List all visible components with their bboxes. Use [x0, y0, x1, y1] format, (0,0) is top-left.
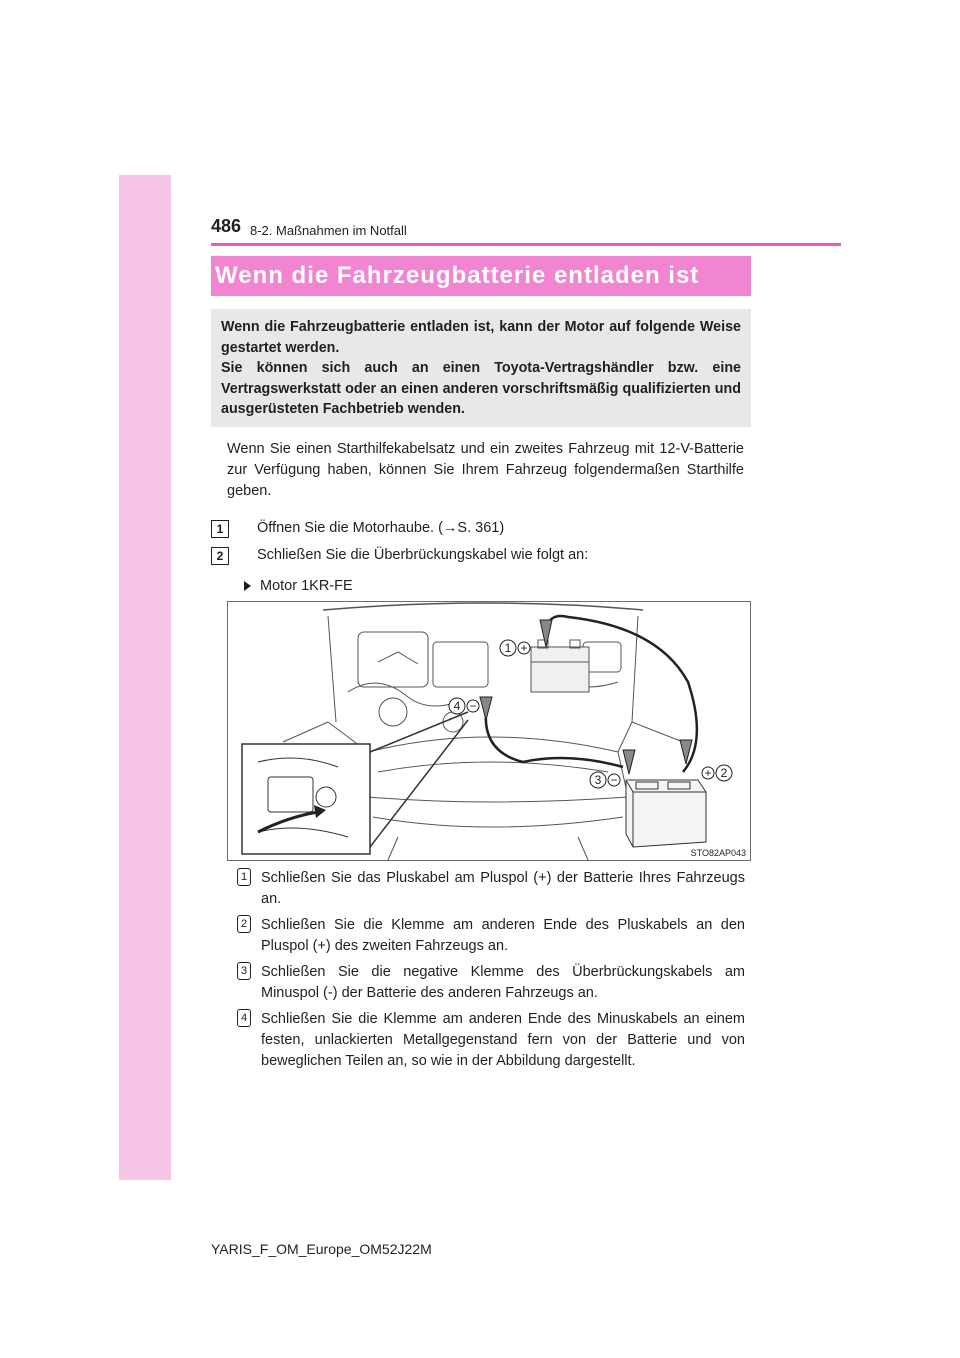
section-title: 8-2. Maßnahmen im Notfall	[250, 223, 407, 238]
figure-code: STO82AP043	[690, 848, 746, 858]
item-text: Schließen Sie das Pluskabel am Pluspol (+) der Batterie Ihres Fahrzeugs an.	[261, 870, 745, 907]
title-bar	[211, 256, 751, 296]
step-number: 2	[211, 547, 229, 565]
header-rule	[211, 243, 841, 246]
body-paragraph: Wenn Sie einen Starthilfekabelsatz und ein zweites Fahrzeug mit 12-V-Batterie zur Verfügung haben, können Sie Ihrem Fahrzeug folgendermaßen Starthilfe geben.	[227, 441, 744, 499]
item-number: 4	[237, 1009, 251, 1027]
item-text: Schließen Sie die Klemme am anderen Ende des Pluskabels an den Pluspol (+) des zweiten Fahrzeugs an.	[261, 917, 745, 954]
jump-start-illustration	[227, 601, 751, 861]
page-title: Wenn die Fahrzeugbatterie entladen ist	[215, 262, 700, 289]
step-number: 1	[211, 520, 229, 538]
minus-symbol-4: −	[469, 699, 477, 713]
step-text: Öffnen Sie die Motorhaube. (→S. 361)	[257, 520, 505, 536]
callout-1: 1	[504, 641, 512, 655]
item-number: 3	[237, 962, 251, 980]
list-item	[237, 868, 745, 910]
list-item	[237, 1009, 745, 1072]
side-band	[119, 175, 171, 1180]
list-item	[237, 915, 745, 957]
item-number: 1	[237, 868, 251, 886]
plus-symbol-2: +	[704, 766, 712, 780]
intro-line-1: Wenn die Fahrzeugbatterie entladen ist, kann der Motor auf folgende Weise gestartet werden.	[221, 319, 741, 356]
list-item	[237, 962, 745, 1004]
intro-box	[211, 309, 751, 427]
intro-line-2: Sie können sich auch an einen Toyota-Vertragshändler bzw. eine Vertragswerkstatt oder an einen anderen vorschriftsmäßig qualifizierten und ausgerüsteten Fachbetrieb wenden.	[221, 360, 741, 417]
minus-symbol-3: −	[610, 773, 618, 787]
footer-doc-id: YARIS_F_OM_Europe_OM52J22M	[211, 1241, 432, 1257]
item-text: Schließen Sie die negative Klemme des Überbrückungskabels am Minuspol (-) der Batterie des anderen Fahrzeugs an.	[261, 964, 745, 1001]
callout-2: 2	[720, 766, 728, 780]
triangle-bullet-icon	[244, 581, 251, 591]
item-text: Schließen Sie die Klemme am anderen Ende des Minuskabels an einem festen, unlackierten Metallgegenstand fern von der Batterie und von beweglichen Teilen an, so wie in der Abbildung dargestellt.	[261, 1011, 745, 1069]
plus-symbol-1: +	[520, 641, 528, 655]
page-number: 486	[211, 216, 242, 236]
step-text: Schließen Sie die Überbrückungskabel wie folgt an:	[257, 547, 589, 563]
callout-3: 3	[594, 773, 602, 787]
engine-bay-drawing	[228, 602, 750, 860]
callout-4: 4	[453, 699, 461, 713]
sub-heading-text: Motor 1KR-FE	[260, 578, 353, 594]
item-number: 2	[237, 915, 251, 933]
